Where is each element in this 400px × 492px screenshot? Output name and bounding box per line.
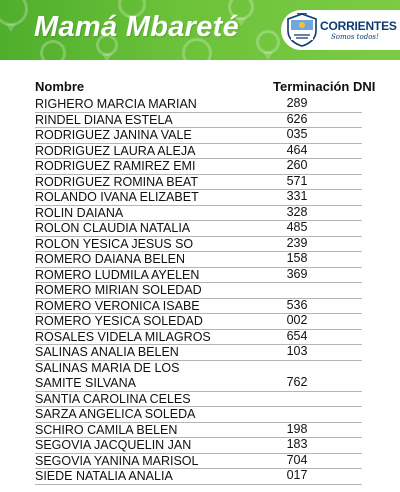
row-dni: 017 xyxy=(286,468,308,482)
row-dni: 369 xyxy=(286,266,308,281)
row-name: SANTIA CAROLINA CELES xyxy=(35,391,191,406)
row-dni: 158 xyxy=(286,251,308,265)
row-name: SIEDE NATALIA ANALIA xyxy=(35,469,173,483)
row-dni: 654 xyxy=(286,328,308,343)
row-name: RODRIGUEZ JANINA VALE xyxy=(35,128,192,142)
logo-tagline: Somos todos! xyxy=(331,33,379,41)
beneficiaries-table xyxy=(35,97,362,485)
table-row xyxy=(35,407,362,423)
logo-name: CORRIENTES xyxy=(320,19,397,33)
row-name: RODRIGUEZ LAURA ALEJA xyxy=(35,143,196,158)
table-row xyxy=(35,113,362,129)
table-row xyxy=(35,283,362,299)
row-dni: 485 xyxy=(286,220,308,234)
table-row xyxy=(35,392,362,408)
row-name: ROMERO YESICA SOLEDAD xyxy=(35,314,203,328)
table-row xyxy=(35,237,362,253)
table-row xyxy=(35,345,362,361)
header-banner xyxy=(0,0,400,60)
table-row xyxy=(35,206,362,222)
table-row xyxy=(35,190,362,206)
row-name: SARZA ANGELICA SOLEDA xyxy=(35,407,196,421)
row-name: SALINAS ANALIA BELEN xyxy=(35,345,179,359)
row-name: ROLIN DAIANA xyxy=(35,205,124,220)
table-row xyxy=(35,144,362,160)
row-dni: 626 xyxy=(286,111,308,126)
table-row xyxy=(35,252,362,268)
table-row xyxy=(35,299,362,315)
row-name: SCHIRO CAMILA BELEN xyxy=(35,422,178,437)
row-dni: 762 xyxy=(286,375,308,389)
row-name: ROSALES VIDELA MILAGROS xyxy=(35,329,211,344)
row-dni: 239 xyxy=(286,235,308,250)
table-row xyxy=(35,423,362,439)
row-name: ROMERO DAIANA BELEN xyxy=(35,252,186,266)
table-row xyxy=(35,97,362,113)
row-name: SALINAS MARIA DE LOS SAMITE SILVANA xyxy=(35,360,180,390)
column-header-dni: Terminación DNI xyxy=(273,79,376,94)
row-dni: 704 xyxy=(286,452,308,467)
row-name: ROLON YESICA JESUS SO xyxy=(35,236,194,251)
row-dni: 331 xyxy=(286,189,308,203)
table-row xyxy=(35,469,362,485)
row-dni: 183 xyxy=(286,437,308,451)
table-row xyxy=(35,314,362,330)
row-dni: 103 xyxy=(286,344,308,358)
table-row xyxy=(35,361,362,392)
row-name: SEGOVIA YANINA MARISOL xyxy=(35,453,199,468)
row-dni: 536 xyxy=(286,297,308,312)
row-dni: 002 xyxy=(286,313,308,327)
provincial-seal-icon xyxy=(286,13,318,47)
row-dni: 260 xyxy=(286,158,308,172)
table-header xyxy=(0,79,400,97)
table-row xyxy=(35,175,362,191)
row-name: RINDEL DIANA ESTELA xyxy=(35,112,173,127)
table-row xyxy=(35,330,362,346)
corrientes-logo xyxy=(281,10,400,50)
row-dni: 464 xyxy=(286,142,308,157)
row-dni: 198 xyxy=(286,421,308,436)
row-name: ROLON CLAUDIA NATALIA xyxy=(35,221,191,235)
row-name: ROLANDO IVANA ELIZABET xyxy=(35,190,199,204)
row-dni: 571 xyxy=(286,173,308,188)
table-row xyxy=(35,159,362,175)
row-dni: 035 xyxy=(286,127,308,141)
table-row xyxy=(35,268,362,284)
table-row xyxy=(35,221,362,237)
page-title: Mamá Mbareté xyxy=(34,11,240,43)
row-name: ROMERO MIRIAN SOLEDAD xyxy=(35,283,202,297)
row-name: SEGOVIA JACQUELIN JAN xyxy=(35,438,192,452)
row-name: ROMERO VERONICA ISABE xyxy=(35,298,200,313)
row-name: RODRIGUEZ ROMINA BEAT xyxy=(35,174,198,189)
table-row xyxy=(35,454,362,470)
table-row xyxy=(35,438,362,454)
row-dni: 289 xyxy=(286,96,308,110)
map-pin-decoration-icon xyxy=(0,0,28,26)
map-pin-decoration-icon xyxy=(256,30,280,54)
row-name: RIGHERO MARCIA MARIAN xyxy=(35,97,197,111)
table-row xyxy=(35,128,362,144)
row-dni: 328 xyxy=(286,204,308,219)
column-header-nombre: Nombre xyxy=(35,79,85,94)
row-name: RODRIGUEZ RAMIREZ EMI xyxy=(35,159,196,173)
row-name: ROMERO LUDMILA AYELEN xyxy=(35,267,200,282)
